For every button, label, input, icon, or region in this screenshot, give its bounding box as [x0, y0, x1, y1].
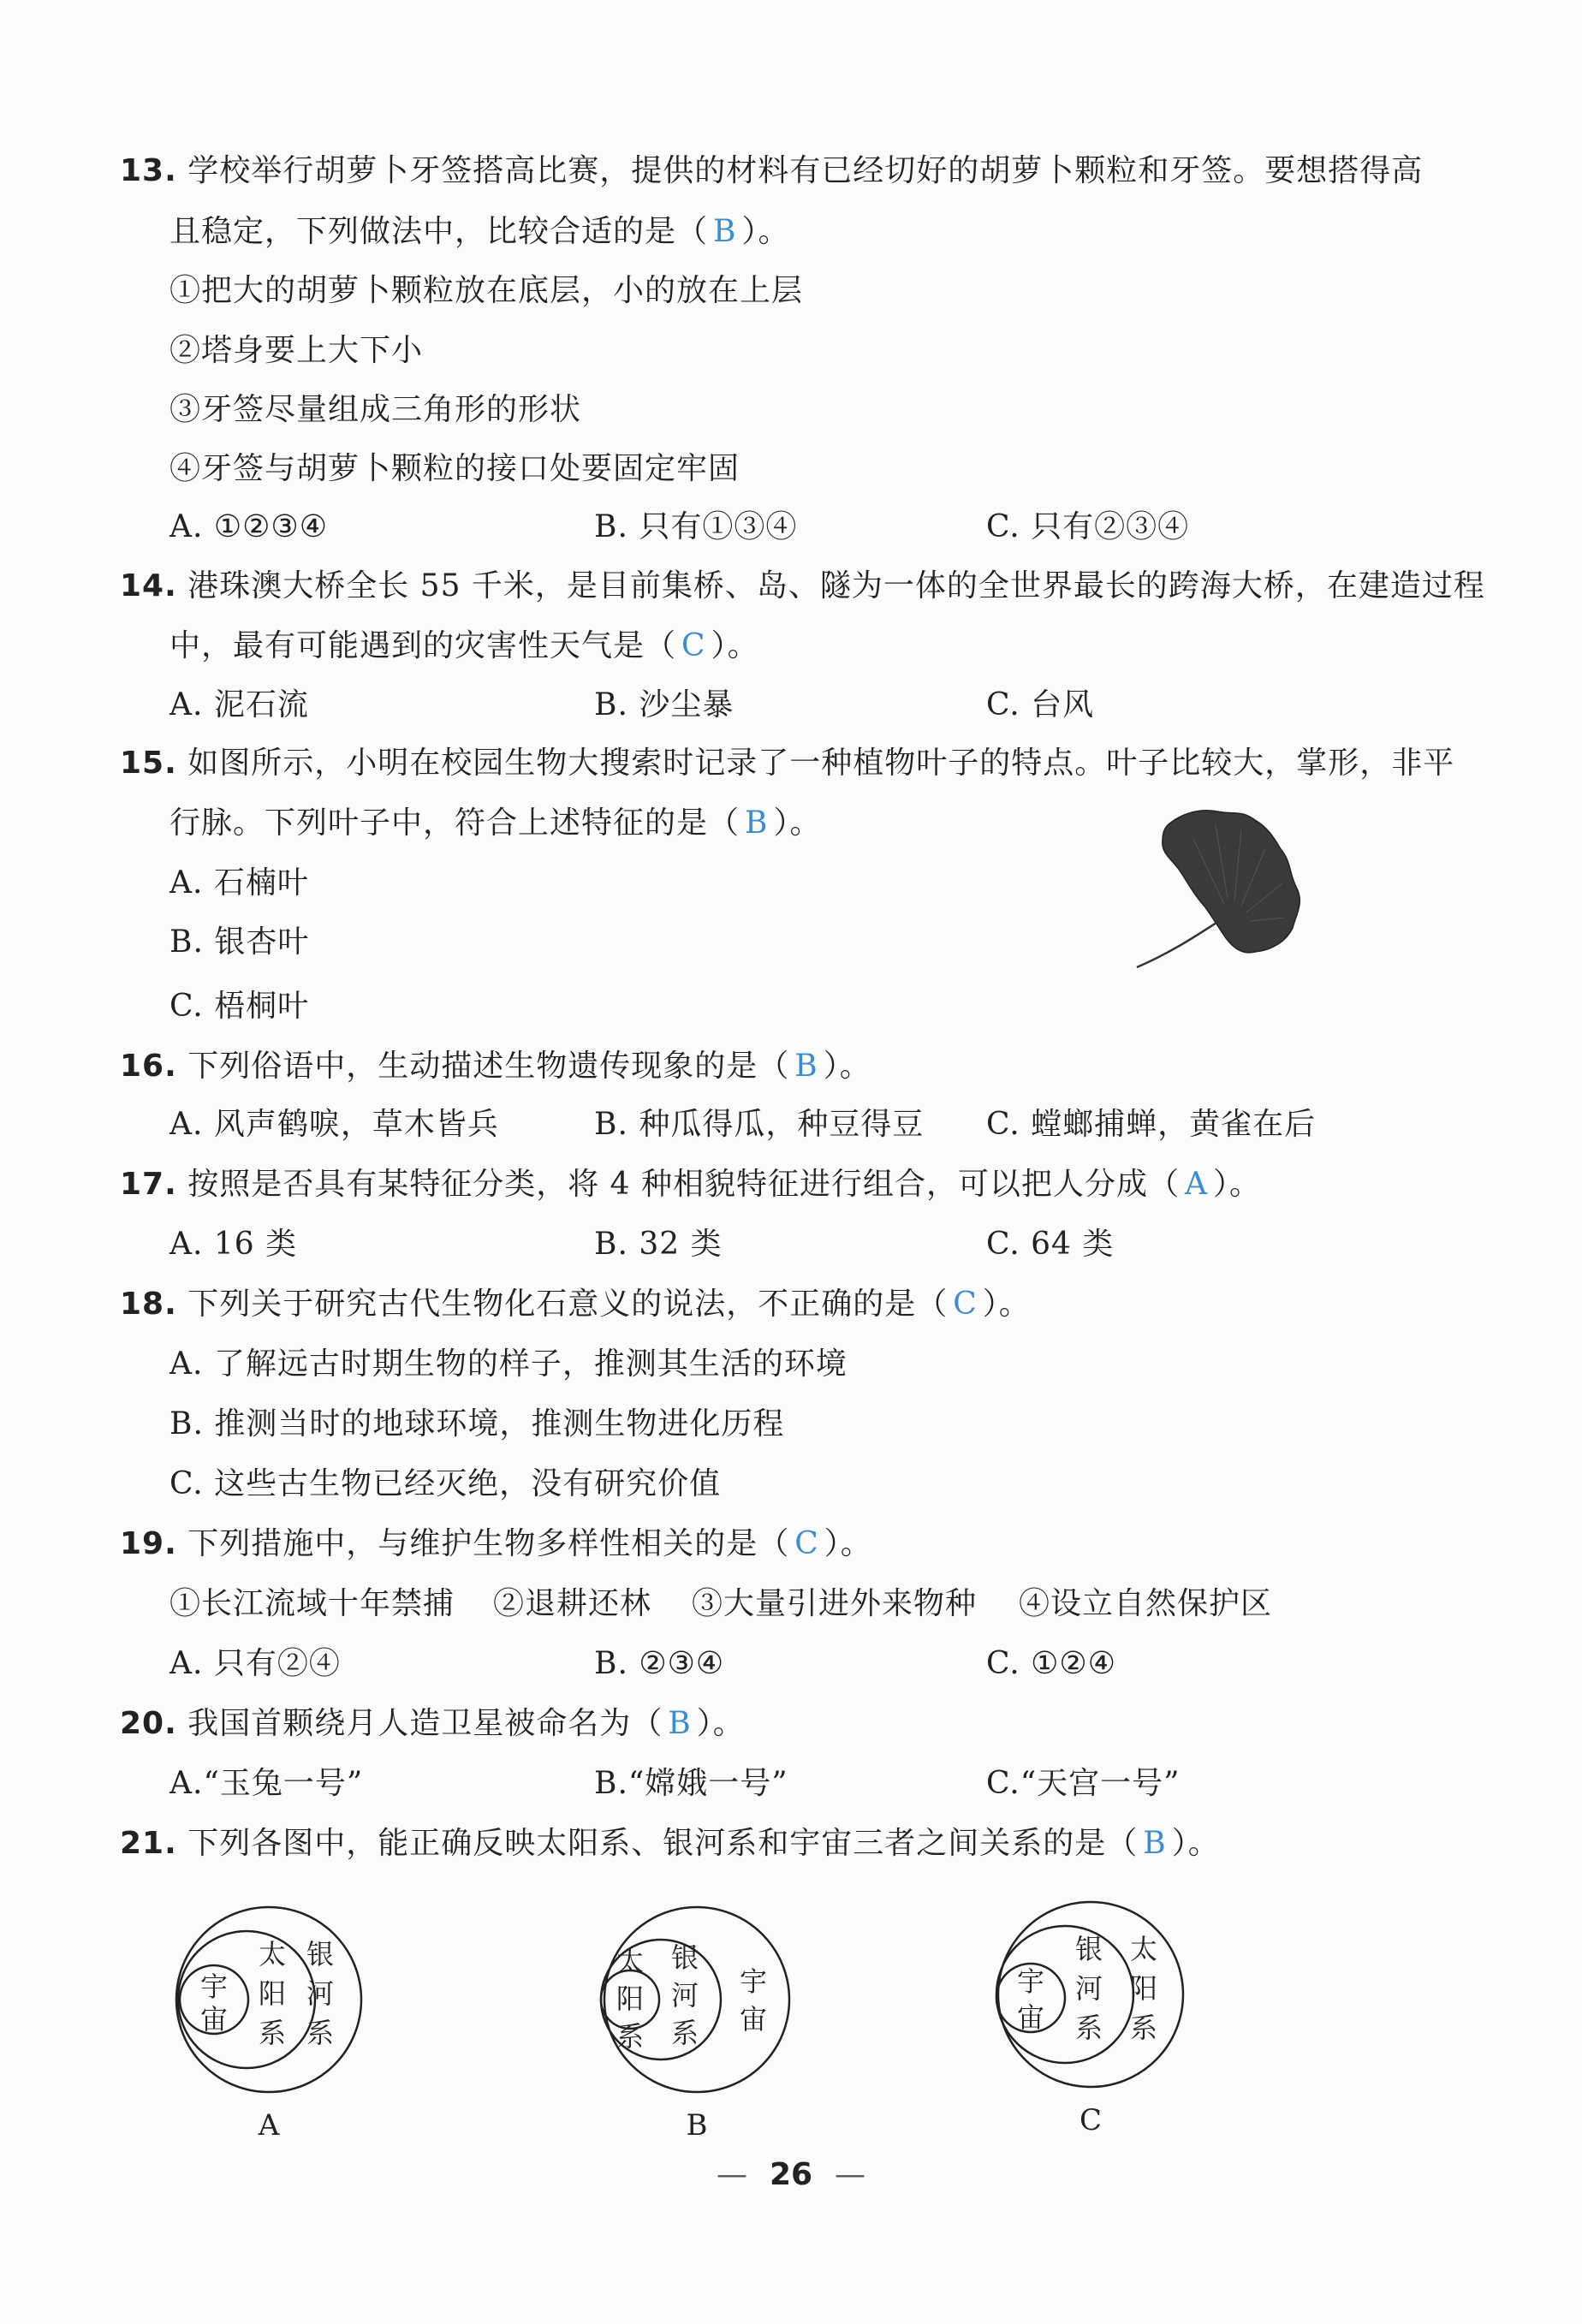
q14-stem-text2: 中，最有可能遇到的灾害性天气是（ — [170, 628, 677, 663]
diagram-b-outer-char: 宇 — [739, 1965, 768, 1998]
q14-answer: C — [681, 628, 706, 663]
q16-answer: B — [794, 1049, 818, 1084]
diagram-a-outer-char: 银 — [306, 1938, 335, 1970]
diagram-b-outer-char: 宙 — [739, 2003, 768, 2036]
diagram-a-middle-char: 阳 — [258, 1977, 287, 2010]
q15-stem-text2: 行脉。下列叶子中，符合上述特征的是（ — [170, 805, 740, 841]
diagram-b-inner-char: 太 — [616, 1945, 645, 1977]
q17-number: 17. — [120, 1167, 177, 1202]
q15-option-a: A. 石楠叶 — [170, 865, 309, 900]
q15-number: 15. — [120, 746, 177, 781]
q19-answer: C — [794, 1526, 819, 1561]
q18-option-a: A. 了解远古时期生物的样子，推测其生活的环境 — [170, 1346, 848, 1382]
q13-stem-close: ）。 — [741, 214, 790, 249]
q16-stem-text: 下列俗语中，生动描述生物遗传现象的是（ — [187, 1049, 790, 1084]
q19-stem-line1 — [120, 1524, 872, 1565]
q15-option-b: B. 银杏叶 — [170, 924, 310, 960]
q14-option-a: A. 泥石流 — [170, 687, 309, 722]
q20-answer: B — [668, 1706, 692, 1741]
diagram-c-inner-char: 宙 — [1016, 2001, 1045, 2034]
q21-stem-text: 下列各图中，能正确反映太阳系、银河系和宇宙三者之间关系的是（ — [187, 1826, 1139, 1861]
diagram-b-middle-char: 河 — [670, 1979, 699, 2012]
q19-number: 19. — [120, 1526, 177, 1561]
diagram-a-middle-circle — [178, 1931, 315, 2068]
q17-option-b: B. 32 类 — [594, 1227, 723, 1262]
q14-stem-close: ）。 — [711, 628, 759, 663]
q20-stem-text: 我国首颗绕月人造卫星被命名为（ — [187, 1706, 663, 1741]
q14-stem-line2 — [170, 626, 759, 667]
q14-number: 14. — [120, 568, 177, 603]
q16-option-c: C. 螳螂捕蝉，黄雀在后 — [986, 1107, 1317, 1142]
diagram-c-outer-char: 阳 — [1129, 1972, 1158, 2005]
q17-stem-text: 按照是否具有某特征分类，将 4 种相貌特征进行组合，可以把人分成（ — [187, 1167, 1181, 1202]
diagram-b-inner-char: 系 — [616, 2020, 645, 2053]
diagram-c — [993, 1893, 1198, 2150]
diagram-c-inner-char: 宇 — [1016, 1965, 1045, 1998]
page-footer — [0, 2157, 1582, 2192]
diagram-b-middle-char: 系 — [670, 2017, 699, 2049]
q13-stem-text2: 且稳定，下列做法中，比较合适的是（ — [170, 214, 709, 249]
diagram-b-inner-char: 阳 — [616, 1982, 645, 2015]
q19-stem-close: ）。 — [824, 1526, 872, 1561]
diagram-a-outer-char: 河 — [306, 1977, 335, 2010]
q17-answer: A — [1185, 1167, 1209, 1202]
diagram-a — [171, 1899, 377, 2155]
q18-stem-line1 — [120, 1284, 1031, 1325]
diagram-c-outer-char: 太 — [1129, 1933, 1158, 1965]
q13-stem-line2 — [170, 211, 790, 253]
q14-stem-text1: 港珠澳大桥全长 55 千米，是目前集桥、岛、隧为一体的全世界最长的跨海大桥，在建造过程 — [187, 568, 1485, 603]
q16-option-b: B. 种瓜得瓜，种豆得豆 — [594, 1107, 925, 1142]
q14-option-c: C. 台风 — [986, 687, 1095, 722]
q13-answer: B — [713, 214, 737, 249]
diagram-b-label: B — [686, 2108, 708, 2143]
q14-option-b: B. 沙尘暴 — [594, 687, 734, 722]
q18-stem-text: 下列关于研究古代生物化石意义的说法，不正确的是（ — [187, 1287, 949, 1322]
q15-stem-text1: 如图所示，小明在校园生物大搜索时记录了一种植物叶子的特点。叶子比较大，掌形，非平 — [187, 746, 1455, 781]
diagram-b-middle-char: 银 — [670, 1941, 699, 1974]
q18-answer: C — [953, 1287, 978, 1322]
q17-stem-line1 — [120, 1164, 1261, 1205]
q13-option-a: A. ①②③④ — [170, 509, 328, 544]
footer-dash-right: — — [835, 2157, 866, 2192]
q20-number: 20. — [120, 1706, 177, 1741]
q19-item-1: ①长江流域十年禁捕 — [170, 1586, 455, 1621]
q21-answer: B — [1143, 1826, 1167, 1861]
q18-stem-close: ）。 — [982, 1287, 1031, 1322]
q13-option-c: C. 只有②③④ — [986, 509, 1190, 544]
q16-number: 16. — [120, 1049, 177, 1084]
q13-item-1: ①把大的胡萝卜颗粒放在底层，小的放在上层 — [170, 273, 804, 308]
q13-number: 13. — [120, 153, 177, 188]
q15-stem-line2 — [170, 803, 822, 844]
diagram-b — [599, 1899, 805, 2155]
q13-stem-text1: 学校举行胡萝卜牙签搭高比赛，提供的材料有已经切好的胡萝卜颗粒和牙签。要想搭得高 — [187, 153, 1424, 188]
q19-option-c: C. ①②④ — [986, 1646, 1116, 1681]
q15-stem-close: ）。 — [773, 805, 822, 841]
q21-number: 21. — [120, 1826, 177, 1861]
q18-option-b: B. 推测当时的地球环境，推测生物进化历程 — [170, 1406, 785, 1441]
q19-item-4: ④设立自然保护区 — [1019, 1586, 1273, 1621]
q18-number: 18. — [120, 1287, 177, 1322]
q17-stem-close: ）。 — [1213, 1167, 1262, 1202]
diagram-a-inner-char: 宙 — [199, 2003, 229, 2036]
ginkgo-leaf-image — [1121, 805, 1318, 976]
q20-option-b: B.“嫦娥一号” — [594, 1766, 788, 1801]
q16-option-a: A. 风声鹤唳，草木皆兵 — [170, 1107, 499, 1142]
q20-stem-close: ）。 — [696, 1706, 745, 1741]
diagram-a-middle-char: 系 — [258, 2017, 287, 2049]
q13-stem-line1 — [120, 151, 1423, 192]
diagram-a-middle-char: 太 — [258, 1938, 287, 1970]
q19-stem-text: 下列措施中，与维护生物多样性相关的是（ — [187, 1526, 790, 1561]
diagram-c-outer-char: 系 — [1129, 2012, 1158, 2044]
diagram-a-outer-char: 系 — [306, 2017, 335, 2049]
q19-option-b: B. ②③④ — [594, 1646, 725, 1681]
diagram-c-middle-char: 系 — [1074, 2012, 1103, 2044]
q17-option-a: A. 16 类 — [170, 1227, 298, 1262]
page-number: 26 — [769, 2157, 813, 2192]
q18-option-c: C. 这些古生物已经灭绝，没有研究价值 — [170, 1466, 722, 1501]
q20-stem-line1 — [120, 1703, 745, 1744]
q15-answer: B — [745, 805, 769, 841]
q21-stem-close: ）。 — [1171, 1826, 1220, 1861]
diagram-c-label: C — [1079, 2103, 1103, 2137]
q13-item-2: ②塔身要上大下小 — [170, 333, 424, 368]
q15-option-c: C. 梧桐叶 — [170, 989, 310, 1024]
q16-stem-close: ）。 — [823, 1049, 871, 1084]
q13-item-4: ④牙签与胡萝卜颗粒的接口处要固定牢固 — [170, 451, 740, 486]
diagram-c-middle-char: 河 — [1074, 1972, 1103, 2005]
q21-stem-line1 — [120, 1823, 1220, 1864]
footer-dash-left: — — [716, 2157, 747, 2192]
q15-stem-line1 — [120, 743, 1454, 784]
q20-option-c: C.“天宫一号” — [986, 1766, 1181, 1801]
q19-item-2: ②退耕还林 — [493, 1586, 652, 1621]
q19-item-3: ③大量引进外来物种 — [692, 1586, 978, 1621]
q19-option-a: A. 只有②④ — [170, 1646, 341, 1681]
diagram-a-label: A — [258, 2108, 280, 2143]
q20-option-a: A.“玉兔一号” — [170, 1766, 364, 1801]
q13-item-3: ③牙签尽量组成三角形的形状 — [170, 392, 582, 427]
q14-stem-line1 — [120, 566, 1485, 607]
diagram-a-inner-char: 宇 — [199, 1970, 229, 2003]
diagram-c-middle-char: 银 — [1074, 1933, 1103, 1965]
q16-stem-line1 — [120, 1046, 871, 1087]
q17-option-c: C. 64 类 — [986, 1227, 1115, 1262]
q13-option-b: B. 只有①③④ — [594, 509, 798, 544]
